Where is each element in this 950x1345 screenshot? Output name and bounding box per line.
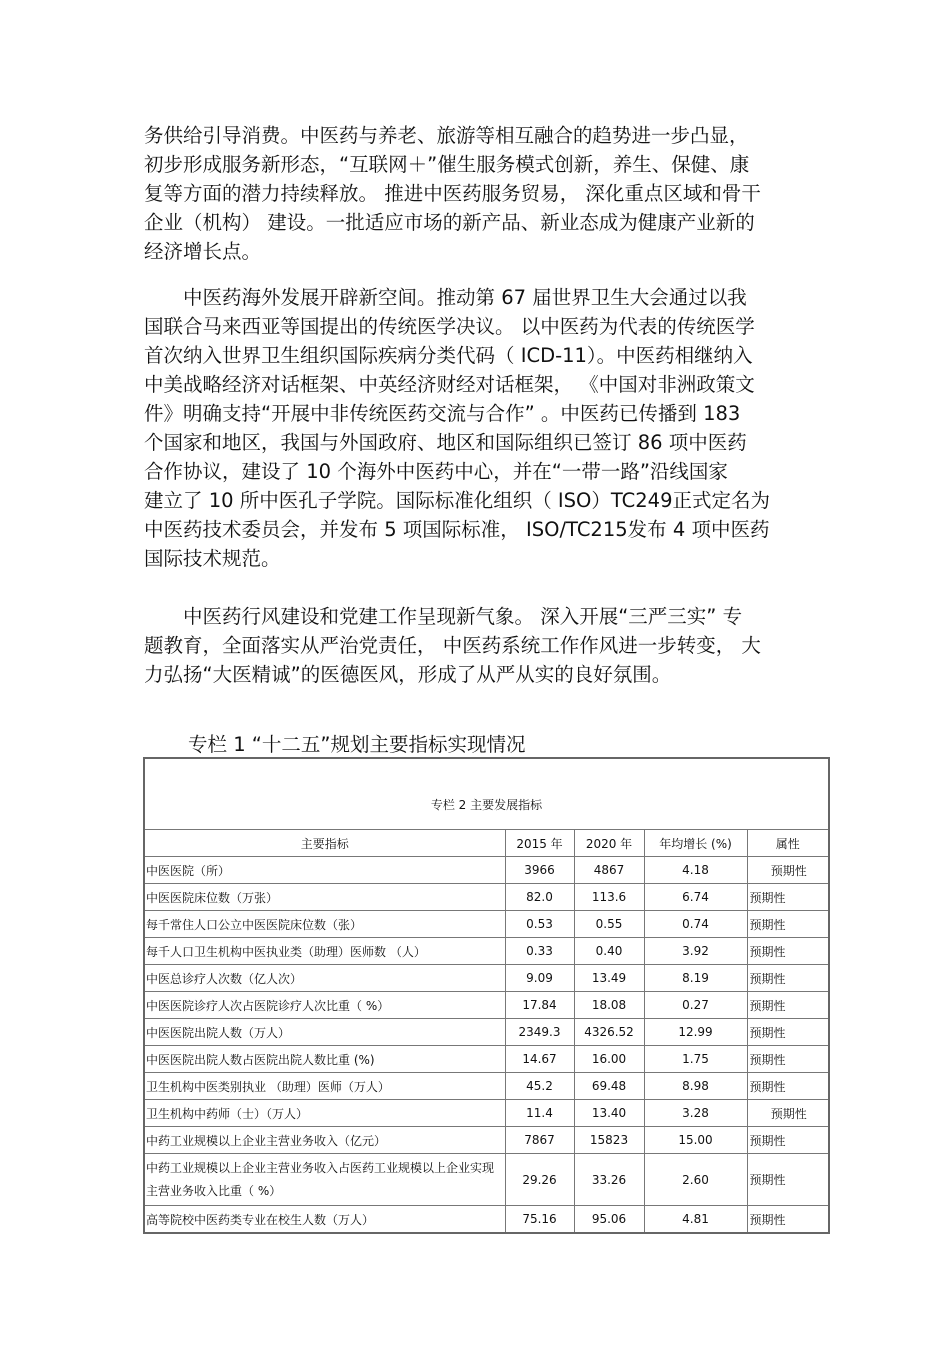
annual-growth: 2.60 — [644, 1154, 747, 1206]
indicator-name: 中医医院床位数（万张） — [144, 884, 505, 911]
table-row — [144, 1046, 829, 1073]
paragraph-2 — [144, 283, 834, 573]
value-2020: 13.40 — [574, 1100, 644, 1127]
annual-growth: 8.98 — [644, 1073, 747, 1100]
indicator-name: 中药工业规模以上企业主营业务收入占医药工业规模以上企业实现主营业务收入比重（ %） — [144, 1154, 505, 1206]
attribute: 预期性 — [747, 992, 829, 1019]
text-line: 力弘扬“大医精诚”的医德医风，形成了从严从实的良好氛围。 — [144, 663, 672, 686]
table-row — [144, 884, 829, 911]
text-line: 国际技术规范。 — [144, 547, 281, 570]
indicator-name: 每千人口卫生机构中医执业类（助理）医师数 （人） — [144, 938, 505, 965]
table-title: 专栏 2 主要发展指标 — [144, 758, 829, 830]
text-line: 中美战略经济对话框架、中英经济财经对话框架， 《中国对非洲政策文 — [144, 373, 755, 396]
text-line: 中医药技术委员会，并发布 5 项国际标准， ISO/TC215发布 4 项中医药 — [144, 518, 770, 541]
value-2020: 0.55 — [574, 911, 644, 938]
text-line: 合作协议，建设了 10 个海外中医药中心，并在“一带一路”沿线国家 — [144, 460, 728, 483]
column-header: 主要指标 — [144, 830, 505, 857]
paragraph-1 — [144, 121, 834, 266]
table-row — [144, 1100, 829, 1127]
value-2020: 0.40 — [574, 938, 644, 965]
attribute: 预期性 — [747, 938, 829, 965]
annual-growth: 15.00 — [644, 1127, 747, 1154]
table-row — [144, 911, 829, 938]
indicator-name: 卫生机构中医类别执业 （助理）医师（万人） — [144, 1073, 505, 1100]
attribute: 预期性 — [747, 884, 829, 911]
text-line: 建立了 10 所中医孔子学院。国际标准化组织（ ISO）TC249正式定名为 — [144, 489, 770, 512]
value-2015: 29.26 — [505, 1154, 574, 1206]
text-line: 件》明确支持“开展中非传统医药交流与合作” 。中医药已传播到 183 — [144, 402, 741, 425]
attribute: 预期性 — [747, 1046, 829, 1073]
indicator-name: 中医医院出院人数占医院出院人数比重 (%) — [144, 1046, 505, 1073]
value-2015: 45.2 — [505, 1073, 574, 1100]
attribute: 预期性 — [747, 857, 829, 884]
text-line: 初步形成服务新形态，“互联网＋”催生服务模式创新，养生、保健、康 — [144, 153, 750, 176]
text-line: 企业（机构） 建设。一批适应市场的新产品、新业态成为健康产业新的 — [144, 211, 755, 234]
text-line: 中医药行风建设和党建工作呈现新气象。 深入开展“三严三实” 专 — [144, 605, 743, 628]
annual-growth: 8.19 — [644, 965, 747, 992]
attribute: 预期性 — [747, 1100, 829, 1127]
text-line: 题教育，全面落实从严治党责任， 中医药系统工作作风进一步转变， 大 — [144, 634, 761, 657]
indicator-name: 高等院校中医药类专业在校生人数（万人） — [144, 1206, 505, 1234]
indicator-name: 中医医院出院人数（万人） — [144, 1019, 505, 1046]
text-line: 中医药海外发展开辟新空间。推动第 67 届世界卫生大会通过以我 — [144, 286, 747, 309]
value-2015: 9.09 — [505, 965, 574, 992]
text-line: 务供给引导消费。中医药与养老、旅游等相互融合的趋势进一步凸显， — [144, 124, 749, 147]
attribute: 预期性 — [747, 911, 829, 938]
text-line: 复等方面的潜力持续释放。 推进中医药服务贸易， 深化重点区域和骨干 — [144, 182, 761, 205]
indicator-name: 每千常住人口公立中医医院床位数（张） — [144, 911, 505, 938]
column-header: 属性 — [747, 830, 829, 857]
table-row — [144, 965, 829, 992]
text-line: 经济增长点。 — [144, 240, 262, 263]
table-row — [144, 992, 829, 1019]
value-2020: 4867 — [574, 857, 644, 884]
table-caption: 专栏 1 “十二五”规划主要指标实现情况 — [188, 733, 526, 756]
value-2015: 75.16 — [505, 1206, 574, 1234]
value-2015: 14.67 — [505, 1046, 574, 1073]
attribute: 预期性 — [747, 1206, 829, 1234]
annual-growth: 1.75 — [644, 1046, 747, 1073]
indicator-name: 中医医院诊疗人次占医院诊疗人次比重（ %） — [144, 992, 505, 1019]
column-header: 2020 年 — [574, 830, 644, 857]
indicators-table — [143, 757, 830, 1234]
table-row — [144, 1127, 829, 1154]
value-2020: 13.49 — [574, 965, 644, 992]
value-2020: 33.26 — [574, 1154, 644, 1206]
annual-growth: 3.92 — [644, 938, 747, 965]
text-line: 个国家和地区，我国与外国政府、地区和国际组织已签订 86 项中医药 — [144, 431, 747, 454]
table-row — [144, 1206, 829, 1234]
annual-growth: 4.18 — [644, 857, 747, 884]
indicator-name: 中医总诊疗人次数（亿人次） — [144, 965, 505, 992]
value-2015: 3966 — [505, 857, 574, 884]
value-2015: 17.84 — [505, 992, 574, 1019]
indicator-name: 中医医院（所） — [144, 857, 505, 884]
attribute: 预期性 — [747, 1127, 829, 1154]
table-row — [144, 857, 829, 884]
value-2020: 69.48 — [574, 1073, 644, 1100]
value-2015: 2349.3 — [505, 1019, 574, 1046]
annual-growth: 0.74 — [644, 911, 747, 938]
paragraph-3 — [144, 602, 834, 689]
value-2020: 16.00 — [574, 1046, 644, 1073]
table-row — [144, 938, 829, 965]
attribute: 预期性 — [747, 1019, 829, 1046]
attribute: 预期性 — [747, 1154, 829, 1206]
value-2015: 0.33 — [505, 938, 574, 965]
table-row — [144, 1154, 829, 1206]
annual-growth: 6.74 — [644, 884, 747, 911]
value-2020: 15823 — [574, 1127, 644, 1154]
indicator-name: 卫生机构中药师（士）（万人） — [144, 1100, 505, 1127]
value-2015: 0.53 — [505, 911, 574, 938]
value-2015: 82.0 — [505, 884, 574, 911]
value-2020: 95.06 — [574, 1206, 644, 1234]
table-header-row — [144, 830, 829, 857]
column-header: 2015 年 — [505, 830, 574, 857]
text-line: 国联合马来西亚等国提出的传统医学决议。 以中医药为代表的传统医学 — [144, 315, 755, 338]
attribute: 预期性 — [747, 965, 829, 992]
value-2015: 11.4 — [505, 1100, 574, 1127]
annual-growth: 0.27 — [644, 992, 747, 1019]
text-line: 首次纳入世界卫生组织国际疾病分类代码（ ICD-11）。中医药相继纳入 — [144, 344, 753, 367]
column-header: 年均增长 (%) — [644, 830, 747, 857]
value-2020: 18.08 — [574, 992, 644, 1019]
table-row — [144, 1073, 829, 1100]
attribute: 预期性 — [747, 1073, 829, 1100]
value-2020: 4326.52 — [574, 1019, 644, 1046]
annual-growth: 4.81 — [644, 1206, 747, 1234]
annual-growth: 3.28 — [644, 1100, 747, 1127]
indicator-name: 中药工业规模以上企业主营业务收入（亿元） — [144, 1127, 505, 1154]
table-row — [144, 1019, 829, 1046]
value-2015: 7867 — [505, 1127, 574, 1154]
value-2020: 113.6 — [574, 884, 644, 911]
annual-growth: 12.99 — [644, 1019, 747, 1046]
